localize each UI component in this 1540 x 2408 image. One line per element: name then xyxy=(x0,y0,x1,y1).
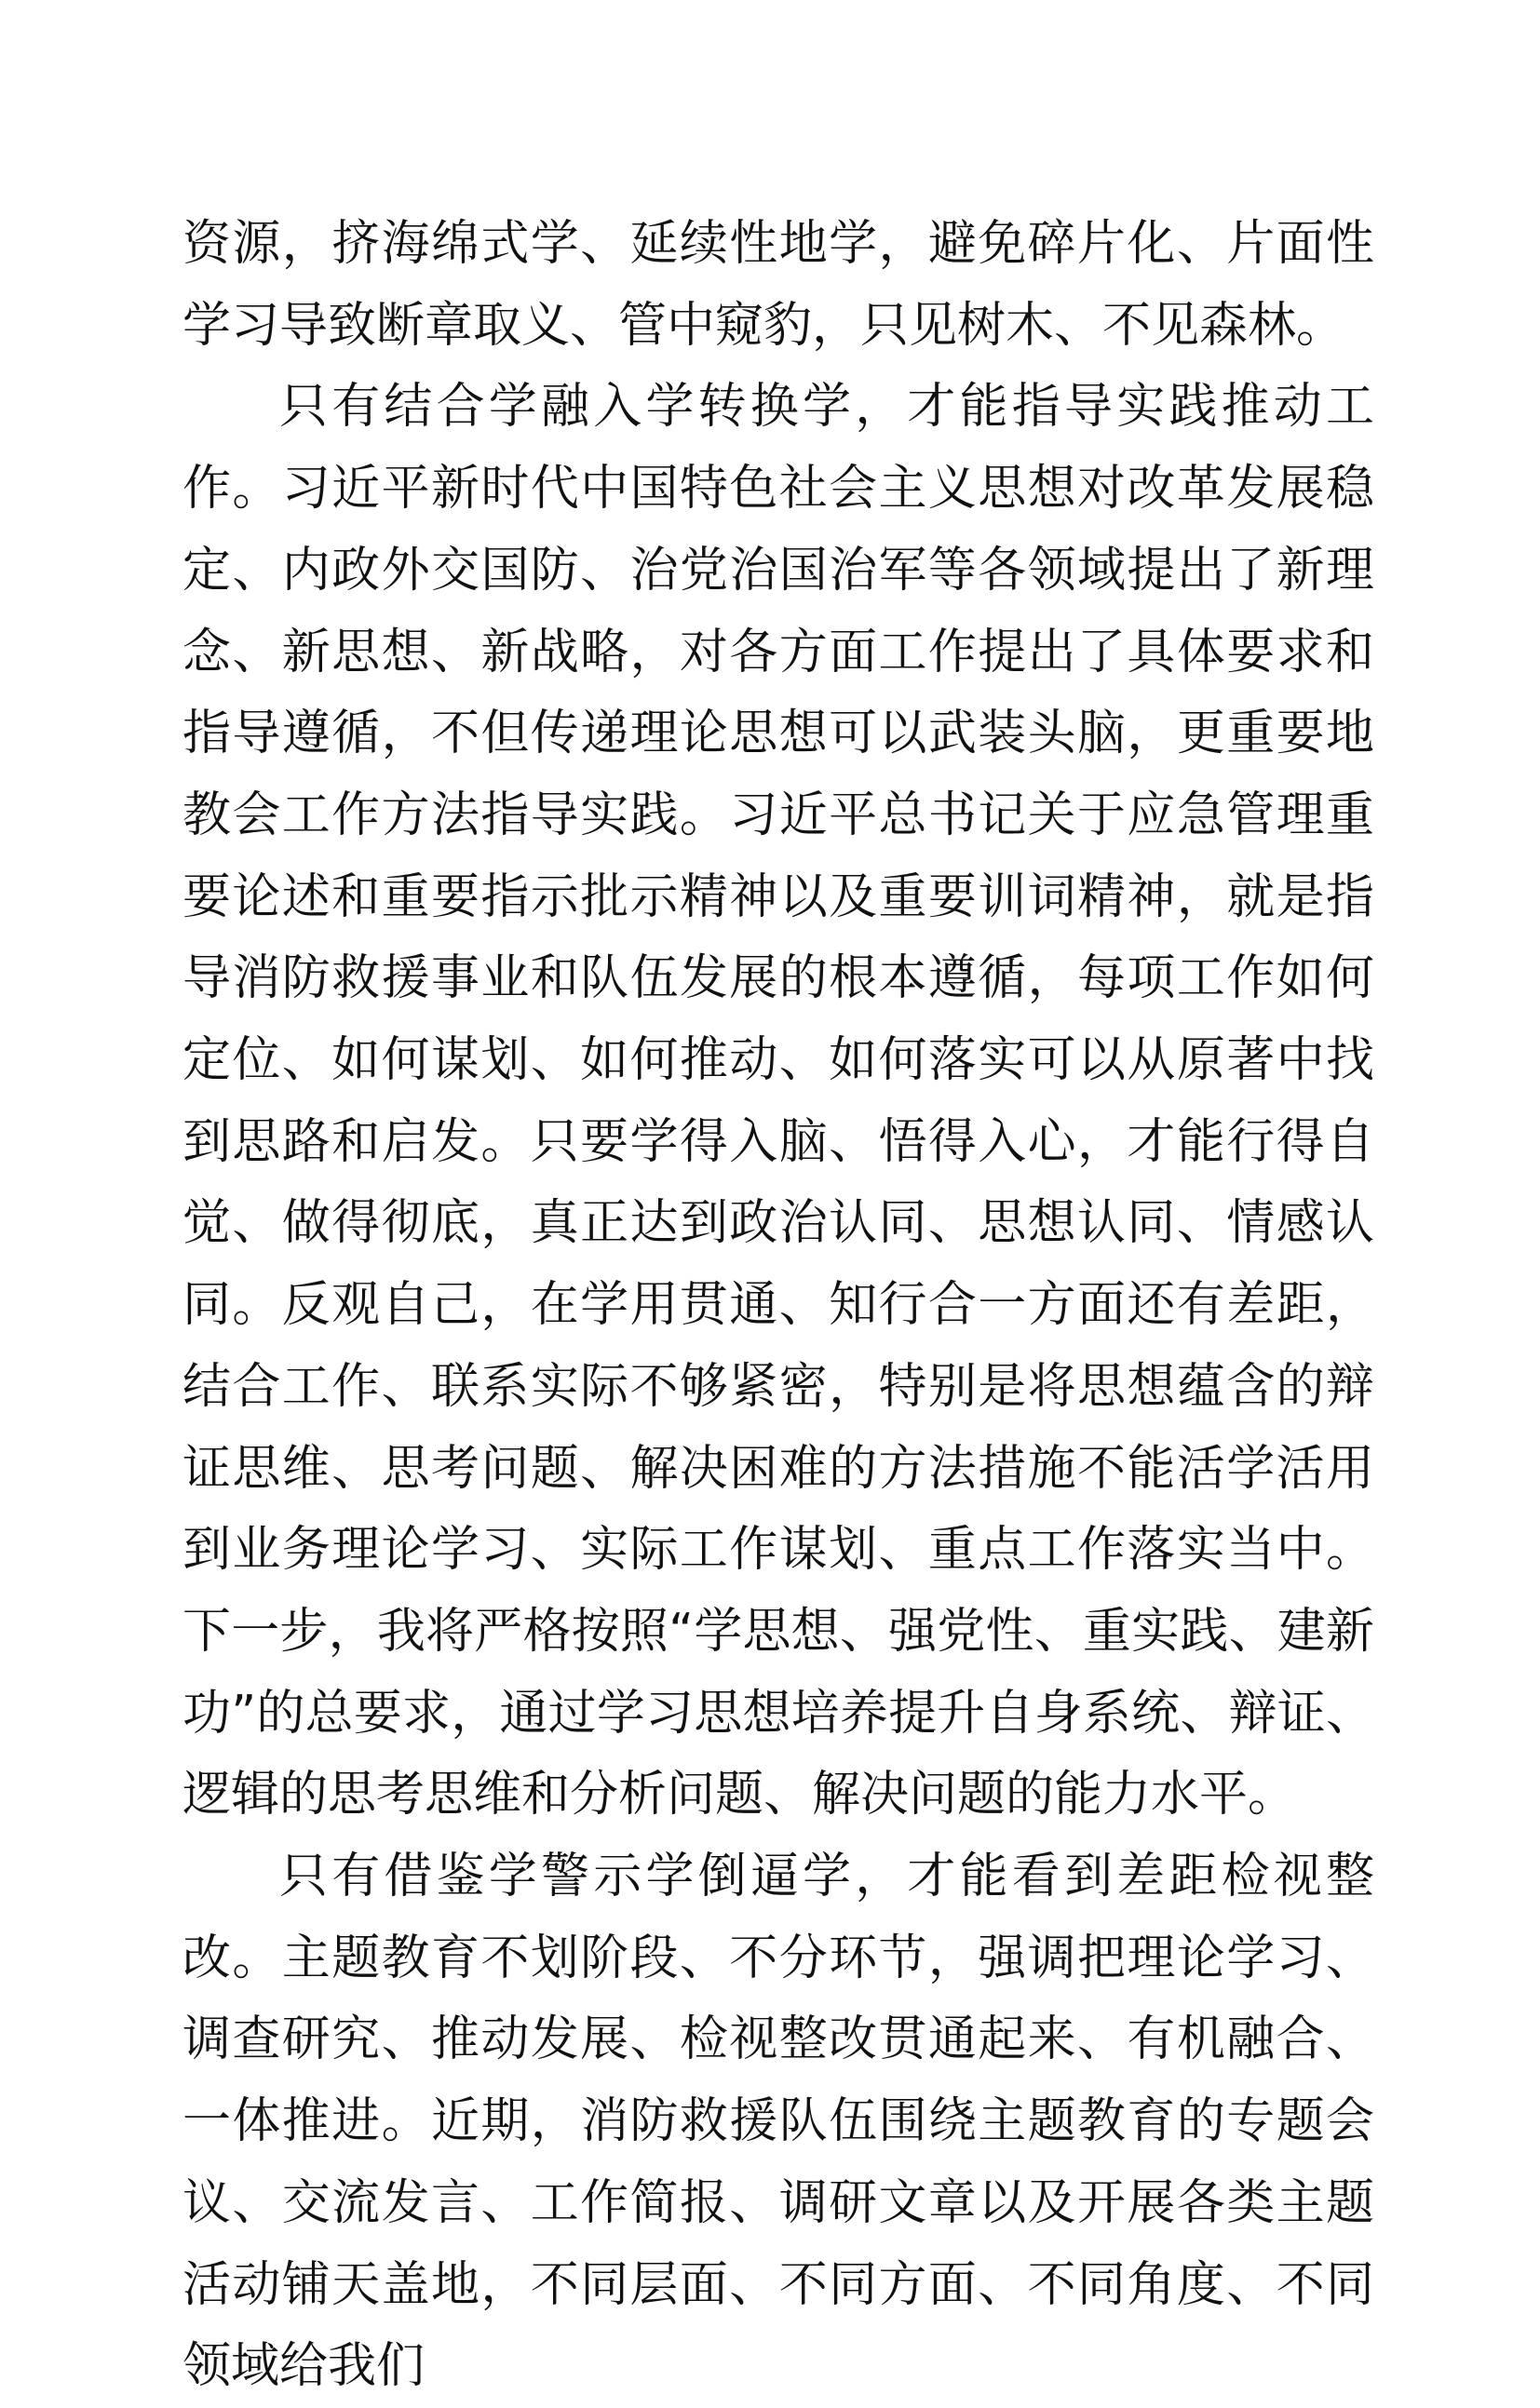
paragraph-warning-study: 只有借鉴学警示学倒逼学，才能看到差距检视整改。主题教育不划阶段、不分环节，强调把理论学习、调查研究、推动发展、检视整改贯通起来、有机融合、一体推进。近期，消防救援队伍围绕主题教育的专题会议、交流发言、工作简报、调研文章以及开展各类主题活动铺天盖地，不同层面、不同方面、不同角度、不同领域给我们 xyxy=(182,1849,1374,2395)
paragraph-continuation: 资源，挤海绵式学、延续性地学，避免碎片化、片面性学习导致断章取义、管中窥豹，只见树木、不见森林。 xyxy=(182,216,1374,354)
document-body xyxy=(182,204,1374,2408)
paragraph-combine-study: 只有结合学融入学转换学，才能指导实践推动工作。习近平新时代中国特色社会主义思想对改革发展稳定、内政外交国防、治党治国治军等各领域提出了新理念、新思想、新战略，对各方面工作提出了具体要求和指导遵循，不但传递理论思想可以武装头脑，更重要地教会工作方法指导实践。习近平总书记关于应急管理重要论述和重要指示批示精神以及重要训词精神，就是指导消防救援事业和队伍发展的根本遵循，每项工作如何定位、如何谋划、如何推动、如何落实可以从原著中找到思路和启发。只要学得入脑、悟得入心，才能行得自觉、做得彻底，真正达到政治认同、思想认同、情感认同。反观自己，在学用贯通、知行合一方面还有差距，结合工作、联系实际不够紧密，特别是将思想蕴含的辩证思维、思考问题、解决困难的方法措施不能活学活用到业务理论学习、实际工作谋划、重点工作落实当中。下一步，我将严格按照“学思想、强党性、重实践、建新功”的总要求，通过学习思想培养提升自身系统、辩证、逻辑的思考思维和分析问题、解决问题的能力水平。 xyxy=(182,379,1374,1823)
